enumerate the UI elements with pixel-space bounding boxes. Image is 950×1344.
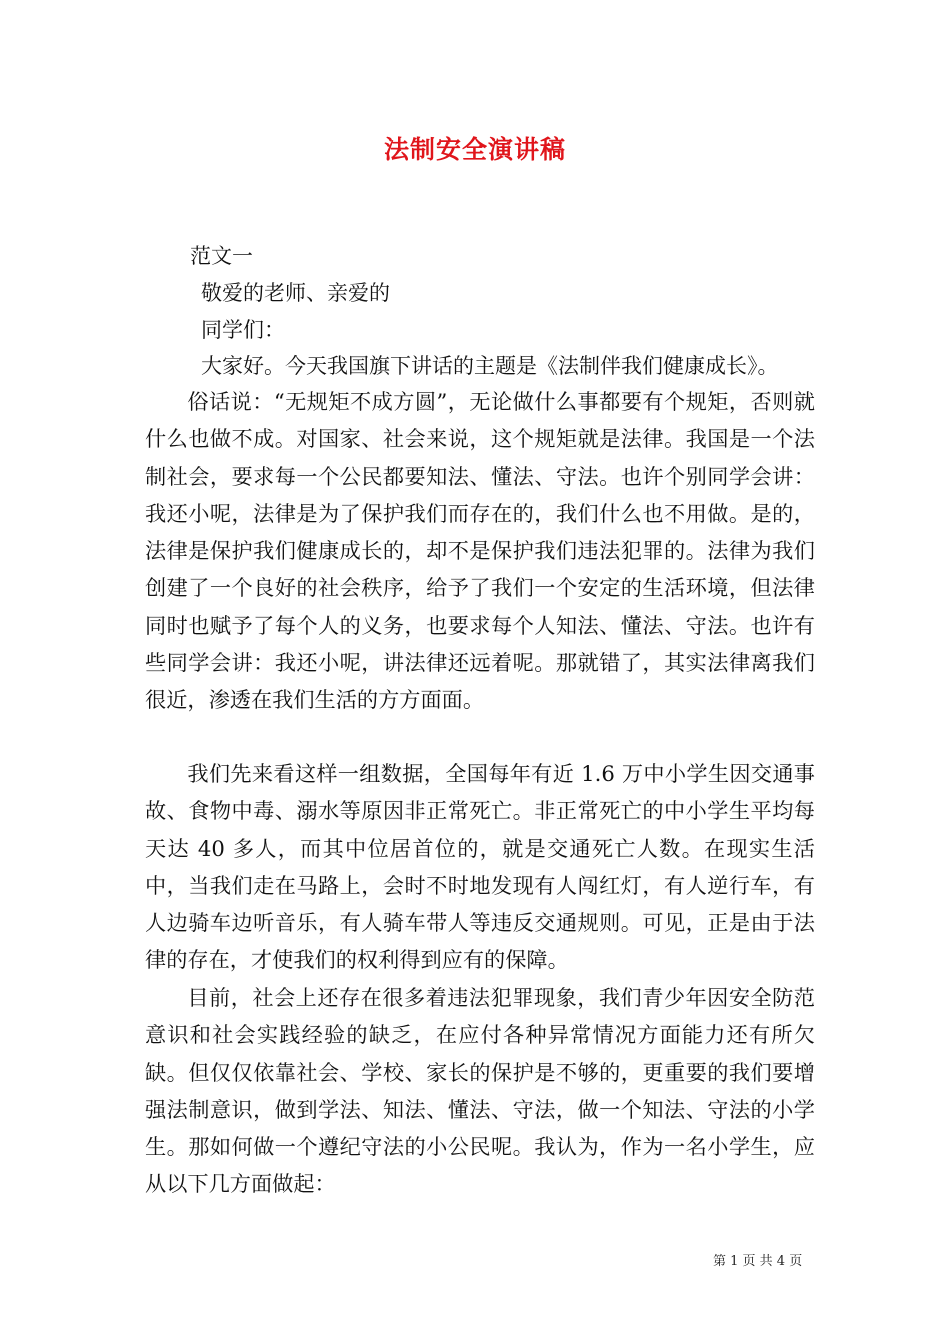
- paragraph-2: 我们先来看这样一组数据，全国每年有近 1.6 万中小学生因交通事故、食物中毒、溺水等原因非正常死亡。非正常死亡的中小学生平均每天达 40 多人，而其中位居首位的，就是交通死亡人数。在现实生活中，当我们走在马路上，会时不时地发现有人闯红灯，有人逆行车，有人边骑车边听音乐，有人骑车带人等违反交通规则。可见，正是由于法律的存在，才使我们的权利得到应有的保障。: [145, 761, 815, 973]
- document-title: 法制安全演讲稿: [383, 135, 566, 164]
- page-number: 第 1 页 共 4 页: [713, 1254, 803, 1269]
- section-heading: 范文一: [190, 244, 253, 268]
- paragraph-1: 俗话说：“无规矩不成方圆”，无论做什么事都要有个规矩，否则就什么也做不成。对国家、社会来说，这个规矩就是法律。我国是一个法制社会，要求每一个公民都要知法、懂法、守法。也许个别同学会讲：我还小呢，法律是为了保护我们而存在的，我们什么也不用做。是的，法律是保护我们健康成长的，却不是保护我们违法犯罪的。法律为我们创建了一个良好的社会秩序，给予了我们一个安定的生活环境，但法律同时也赋予了每个人的义务，也要求每个人知法、懂法、守法。也许有些同学会讲：我还小呢，讲法律还远着呢。那就错了，其实法律离我们很近，渗透在我们生活的方方面面。: [145, 389, 815, 713]
- paragraph-3: 目前，社会上还存在很多着违法犯罪现象，我们青少年因安全防范意识和社会实践经验的缺乏，在应付各种异常情况方面能力还有所欠缺。但仅仅依靠社会、学校、家长的保护是不够的，更重要的我们要增强法制意识，做到学法、知法、懂法、守法，做一个知法、守法的小学生。那如何做一个遵纪守法的小公民呢。我认为，作为一名小学生，应从以下几方面做起：: [145, 985, 815, 1197]
- greeting-line: 大家好。今天我国旗下讲话的主题是《法制伴我们健康成长》。: [201, 354, 779, 378]
- salutation-line-1: 敬爱的老师、亲爱的: [201, 281, 390, 305]
- salutation-line-2: 同学们：: [201, 318, 285, 342]
